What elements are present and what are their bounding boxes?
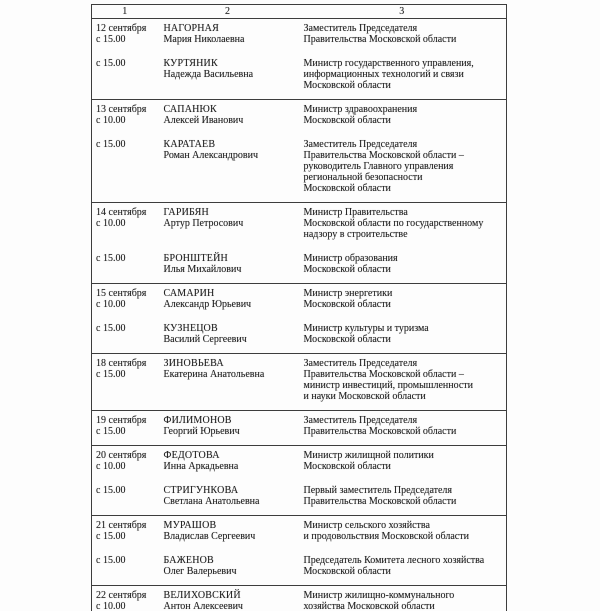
position-line: Министр Правительства [303, 207, 408, 218]
person-surname: КАРАТАЕВ [163, 139, 216, 150]
position-line: Министр жилищно-коммунального [303, 590, 455, 601]
person-name: Светлана Анатольевна [163, 496, 260, 507]
table-row [92, 100, 507, 127]
position-cell [298, 586, 507, 611]
person-name: Алексей Иванович [163, 115, 244, 126]
date-time-cell [92, 284, 158, 311]
position-line: министр инвестиций, промышленности [303, 380, 474, 391]
position-line: Московской области [303, 80, 391, 91]
person-name: Георгий Юрьевич [163, 426, 240, 437]
table-row [92, 19, 507, 46]
person-name: Надежда Васильевна [163, 69, 254, 80]
table-row [92, 472, 507, 516]
person-name: Владислав Сергеевич [163, 531, 256, 542]
position-line: и науки Московской области [303, 391, 426, 402]
position-line: Московской области [303, 461, 391, 472]
schedule-table-container [91, 4, 506, 611]
position-line: Первый заместитель Председателя [303, 485, 453, 496]
position-line: Московской области [303, 264, 391, 275]
date-label: 12 сентября [96, 23, 147, 34]
date-label: 13 сентября [96, 104, 147, 115]
position-cell [298, 411, 507, 446]
person-cell [158, 354, 298, 411]
table-row [92, 586, 507, 611]
time-label: с 15.00 [96, 485, 126, 496]
person-cell [158, 411, 298, 446]
position-line: Заместитель Председателя [303, 415, 418, 426]
person-name: Мария Николаевна [163, 34, 245, 45]
person-name: Олег Валерьевич [163, 566, 237, 577]
person-cell [158, 19, 298, 46]
table-row [92, 126, 507, 203]
position-cell [298, 19, 507, 46]
person-cell [158, 586, 298, 611]
date-time-cell [92, 472, 158, 516]
table-row [92, 240, 507, 284]
person-cell [158, 472, 298, 516]
person-name: Инна Аркадьевна [163, 461, 239, 472]
position-line: хозяйства Московской области [303, 601, 435, 611]
time-label: с 10.00 [96, 218, 126, 229]
position-line: Московской области по государственному [303, 218, 484, 229]
table-row [92, 284, 507, 311]
person-cell [158, 446, 298, 473]
header-col-2: 2 [225, 5, 230, 17]
person-name: Василий Сергеевич [163, 334, 247, 345]
position-cell [298, 516, 507, 543]
table-row [92, 516, 507, 543]
person-surname: БАЖЕНОВ [163, 555, 214, 566]
person-name: Роман Александрович [163, 150, 258, 161]
position-line: Правительства Московской области [303, 34, 457, 45]
time-label: с 15.00 [96, 58, 126, 69]
date-time-cell [92, 126, 158, 203]
position-line: Заместитель Председателя [303, 23, 418, 34]
position-cell [298, 354, 507, 411]
person-surname: БРОНШТЕЙН [163, 253, 228, 264]
date-time-cell [92, 19, 158, 46]
time-label: с 15.00 [96, 323, 126, 334]
position-line: Московской области [303, 299, 391, 310]
person-surname: ФЕДОТОВА [163, 450, 220, 461]
person-name: Екатерина Анатольевна [163, 369, 265, 380]
position-line: Министр сельского хозяйства [303, 520, 430, 531]
position-line: Заместитель Председателя [303, 358, 418, 369]
position-line: Московской области [303, 566, 391, 577]
time-label: с 10.00 [96, 299, 126, 310]
date-label: 19 сентября [96, 415, 147, 426]
position-line: Правительства Московской области – [303, 150, 464, 161]
date-time-cell [92, 45, 158, 100]
table-row [92, 45, 507, 100]
date-time-cell [92, 446, 158, 473]
person-cell [158, 45, 298, 100]
position-cell [298, 100, 507, 127]
position-line: и продовольствия Московской области [303, 531, 469, 542]
date-time-cell [92, 240, 158, 284]
position-line: Заместитель Председателя [303, 139, 418, 150]
time-label: с 10.00 [96, 461, 126, 472]
date-time-cell [92, 516, 158, 543]
schedule-body [92, 19, 507, 611]
header-col-3: 3 [399, 5, 405, 17]
person-name: Антон Алексеевич [163, 601, 243, 611]
position-cell [298, 542, 507, 586]
position-cell [298, 126, 507, 203]
date-label: 15 сентября [96, 288, 147, 299]
position-line: руководитель Главного управления [303, 161, 454, 172]
person-surname: КУЗНЕЦОВ [163, 323, 218, 334]
position-cell [298, 240, 507, 284]
person-surname: САПАНЮК [163, 104, 217, 115]
person-cell [158, 203, 298, 241]
date-time-cell [92, 100, 158, 127]
date-label: 20 сентября [96, 450, 147, 461]
position-cell [298, 45, 507, 100]
time-label: с 15.00 [96, 253, 126, 264]
date-label: 21 сентября [96, 520, 147, 531]
table-row [92, 542, 507, 586]
date-time-cell [92, 354, 158, 411]
time-label: с 15.00 [96, 531, 126, 542]
person-surname: МУРАШОВ [163, 520, 217, 531]
time-label: с 15.00 [96, 426, 126, 437]
person-surname: ЗИНОВЬЕВА [163, 358, 224, 369]
position-line: Министр здравоохранения [303, 104, 418, 115]
position-line: Министр культуры и туризма [303, 323, 429, 334]
table-row [92, 203, 507, 241]
table-row [92, 446, 507, 473]
person-surname: СТРИГУНКОВА [163, 485, 239, 496]
position-line: Министр энергетики [303, 288, 393, 299]
position-line: Правительства Московской области [303, 496, 457, 507]
person-name: Илья Михайлович [163, 264, 242, 275]
position-line: Министр государственного управления, [303, 58, 474, 69]
time-label: с 10.00 [96, 115, 126, 126]
date-time-cell [92, 203, 158, 241]
person-surname: САМАРИН [163, 288, 215, 299]
person-name: Артур Петросович [163, 218, 244, 229]
person-cell [158, 516, 298, 543]
person-surname: ФИЛИМОНОВ [163, 415, 232, 426]
position-cell [298, 284, 507, 311]
schedule-table [91, 4, 507, 611]
position-line: Министр жилищной политики [303, 450, 434, 461]
date-time-cell [92, 411, 158, 446]
time-label: с 15.00 [96, 369, 126, 380]
date-label: 18 сентября [96, 358, 147, 369]
date-time-cell [92, 542, 158, 586]
person-cell [158, 284, 298, 311]
position-line: надзору в строительстве [303, 229, 408, 240]
position-line: региональной безопасности [303, 172, 423, 183]
table-header [92, 5, 507, 19]
position-cell [298, 203, 507, 241]
date-time-cell [92, 310, 158, 354]
position-line: Председатель Комитета лесного хозяйства [303, 555, 485, 566]
position-cell [298, 446, 507, 473]
person-surname: НАГОРНАЯ [163, 23, 219, 34]
time-label: с 10.00 [96, 601, 126, 611]
person-cell [158, 542, 298, 586]
time-label: с 15.00 [96, 555, 126, 566]
position-line: Министр образования [303, 253, 398, 264]
person-name: Александр Юрьевич [163, 299, 252, 310]
time-label: с 15.00 [96, 34, 126, 45]
date-time-cell [92, 586, 158, 611]
person-surname: КУРТЯНИК [163, 58, 218, 69]
position-line: Правительства Московской области – [303, 369, 464, 380]
person-cell [158, 126, 298, 203]
position-line: Московской области [303, 334, 391, 345]
table-row [92, 411, 507, 446]
position-line: Московской области [303, 115, 391, 126]
table-row [92, 354, 507, 411]
date-label: 22 сентября [96, 590, 147, 601]
person-surname: ВЕЛИХОВСКИЙ [163, 590, 241, 601]
person-surname: ГАРИБЯН [163, 207, 209, 218]
table-row [92, 310, 507, 354]
header-col-1: 1 [122, 5, 128, 17]
person-cell [158, 100, 298, 127]
person-cell [158, 310, 298, 354]
date-label: 14 сентября [96, 207, 147, 218]
time-label: с 15.00 [96, 139, 126, 150]
position-line: информационных технологий и связи [303, 69, 464, 80]
person-cell [158, 240, 298, 284]
position-line: Московской области [303, 183, 391, 194]
header-row [92, 5, 507, 19]
position-cell [298, 472, 507, 516]
position-line: Правительства Московской области [303, 426, 457, 437]
position-cell [298, 310, 507, 354]
